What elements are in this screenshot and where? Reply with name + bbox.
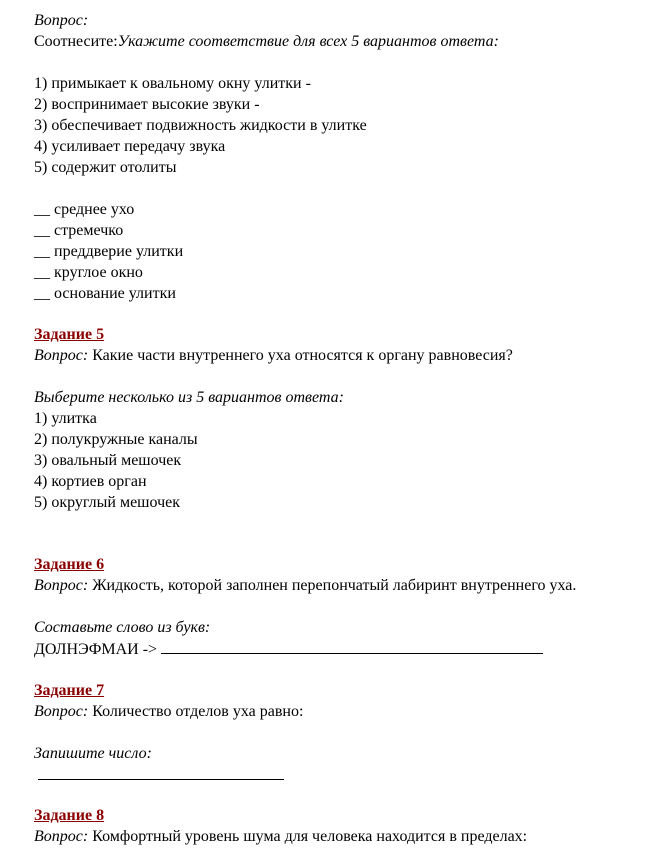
answer-blank[interactable] (38, 765, 284, 780)
task-heading: Задание 5 (34, 326, 105, 343)
question-text: Комфортный уровень шума для человека находится в пределах: (88, 828, 528, 845)
match-item: __ основание улитки (34, 285, 176, 302)
list-item: 5) содержит отолиты (34, 159, 177, 176)
question-label: Вопрос: (34, 12, 89, 29)
match-item: __ преддверие улитки (34, 243, 184, 260)
instruction-text: Выберите несколько из 5 вариантов ответа: (34, 389, 344, 406)
answer-line (38, 765, 284, 786)
question-text: Жидкость, которой заполнен перепончатый лабиринт внутреннего уха. (88, 577, 577, 594)
question-label: Вопрос: (34, 577, 89, 594)
question-text: Какие части внутреннего уха относятся к органу равновесия? (88, 347, 513, 364)
instruction-line (34, 32, 499, 52)
question-line (34, 346, 513, 366)
option-item: 4) кортиев орган (34, 473, 147, 490)
instruction-text: Составьте слово из букв: (34, 619, 211, 636)
option-item: 2) полукружные каналы (34, 431, 198, 448)
list-item: 1) примыкает к овальному окну улитки - (34, 75, 311, 92)
task-heading: Задание 7 (34, 682, 105, 699)
option-item: 1) улитка (34, 410, 97, 427)
match-item: __ круглое окно (34, 264, 143, 281)
answer-blank[interactable] (161, 639, 543, 654)
question-line (34, 576, 576, 596)
question-label: Вопрос: (34, 347, 89, 364)
match-item: __ среднее ухо (34, 201, 135, 218)
list-item: 3) обеспечивает подвижность жидкости в улитке (34, 117, 367, 134)
letters-text: ДОЛНЭФМАИ -> (34, 641, 162, 658)
question-line (34, 827, 527, 847)
question-line (34, 702, 303, 722)
question-text: Количество отделов уха равно: (88, 703, 304, 720)
task-heading: Задание 8 (34, 807, 105, 824)
list-item: 2) воспринимает высокие звуки - (34, 96, 260, 113)
instruction-prefix: Соотнесите: (34, 33, 118, 50)
question-label: Вопрос: (34, 828, 89, 845)
match-item: __ стремечко (34, 222, 124, 239)
question-label: Вопрос: (34, 703, 89, 720)
task-heading: Задание 6 (34, 556, 105, 573)
option-item: 5) округлый мешочек (34, 494, 180, 511)
list-item: 4) усиливает передачу звука (34, 138, 226, 155)
option-item: 3) овальный мешочек (34, 452, 182, 469)
answer-line (34, 639, 543, 660)
instruction-text: Запишите число: (34, 745, 152, 762)
instruction-text: Укажите соответствие для всех 5 вариантов ответа: (117, 33, 499, 50)
